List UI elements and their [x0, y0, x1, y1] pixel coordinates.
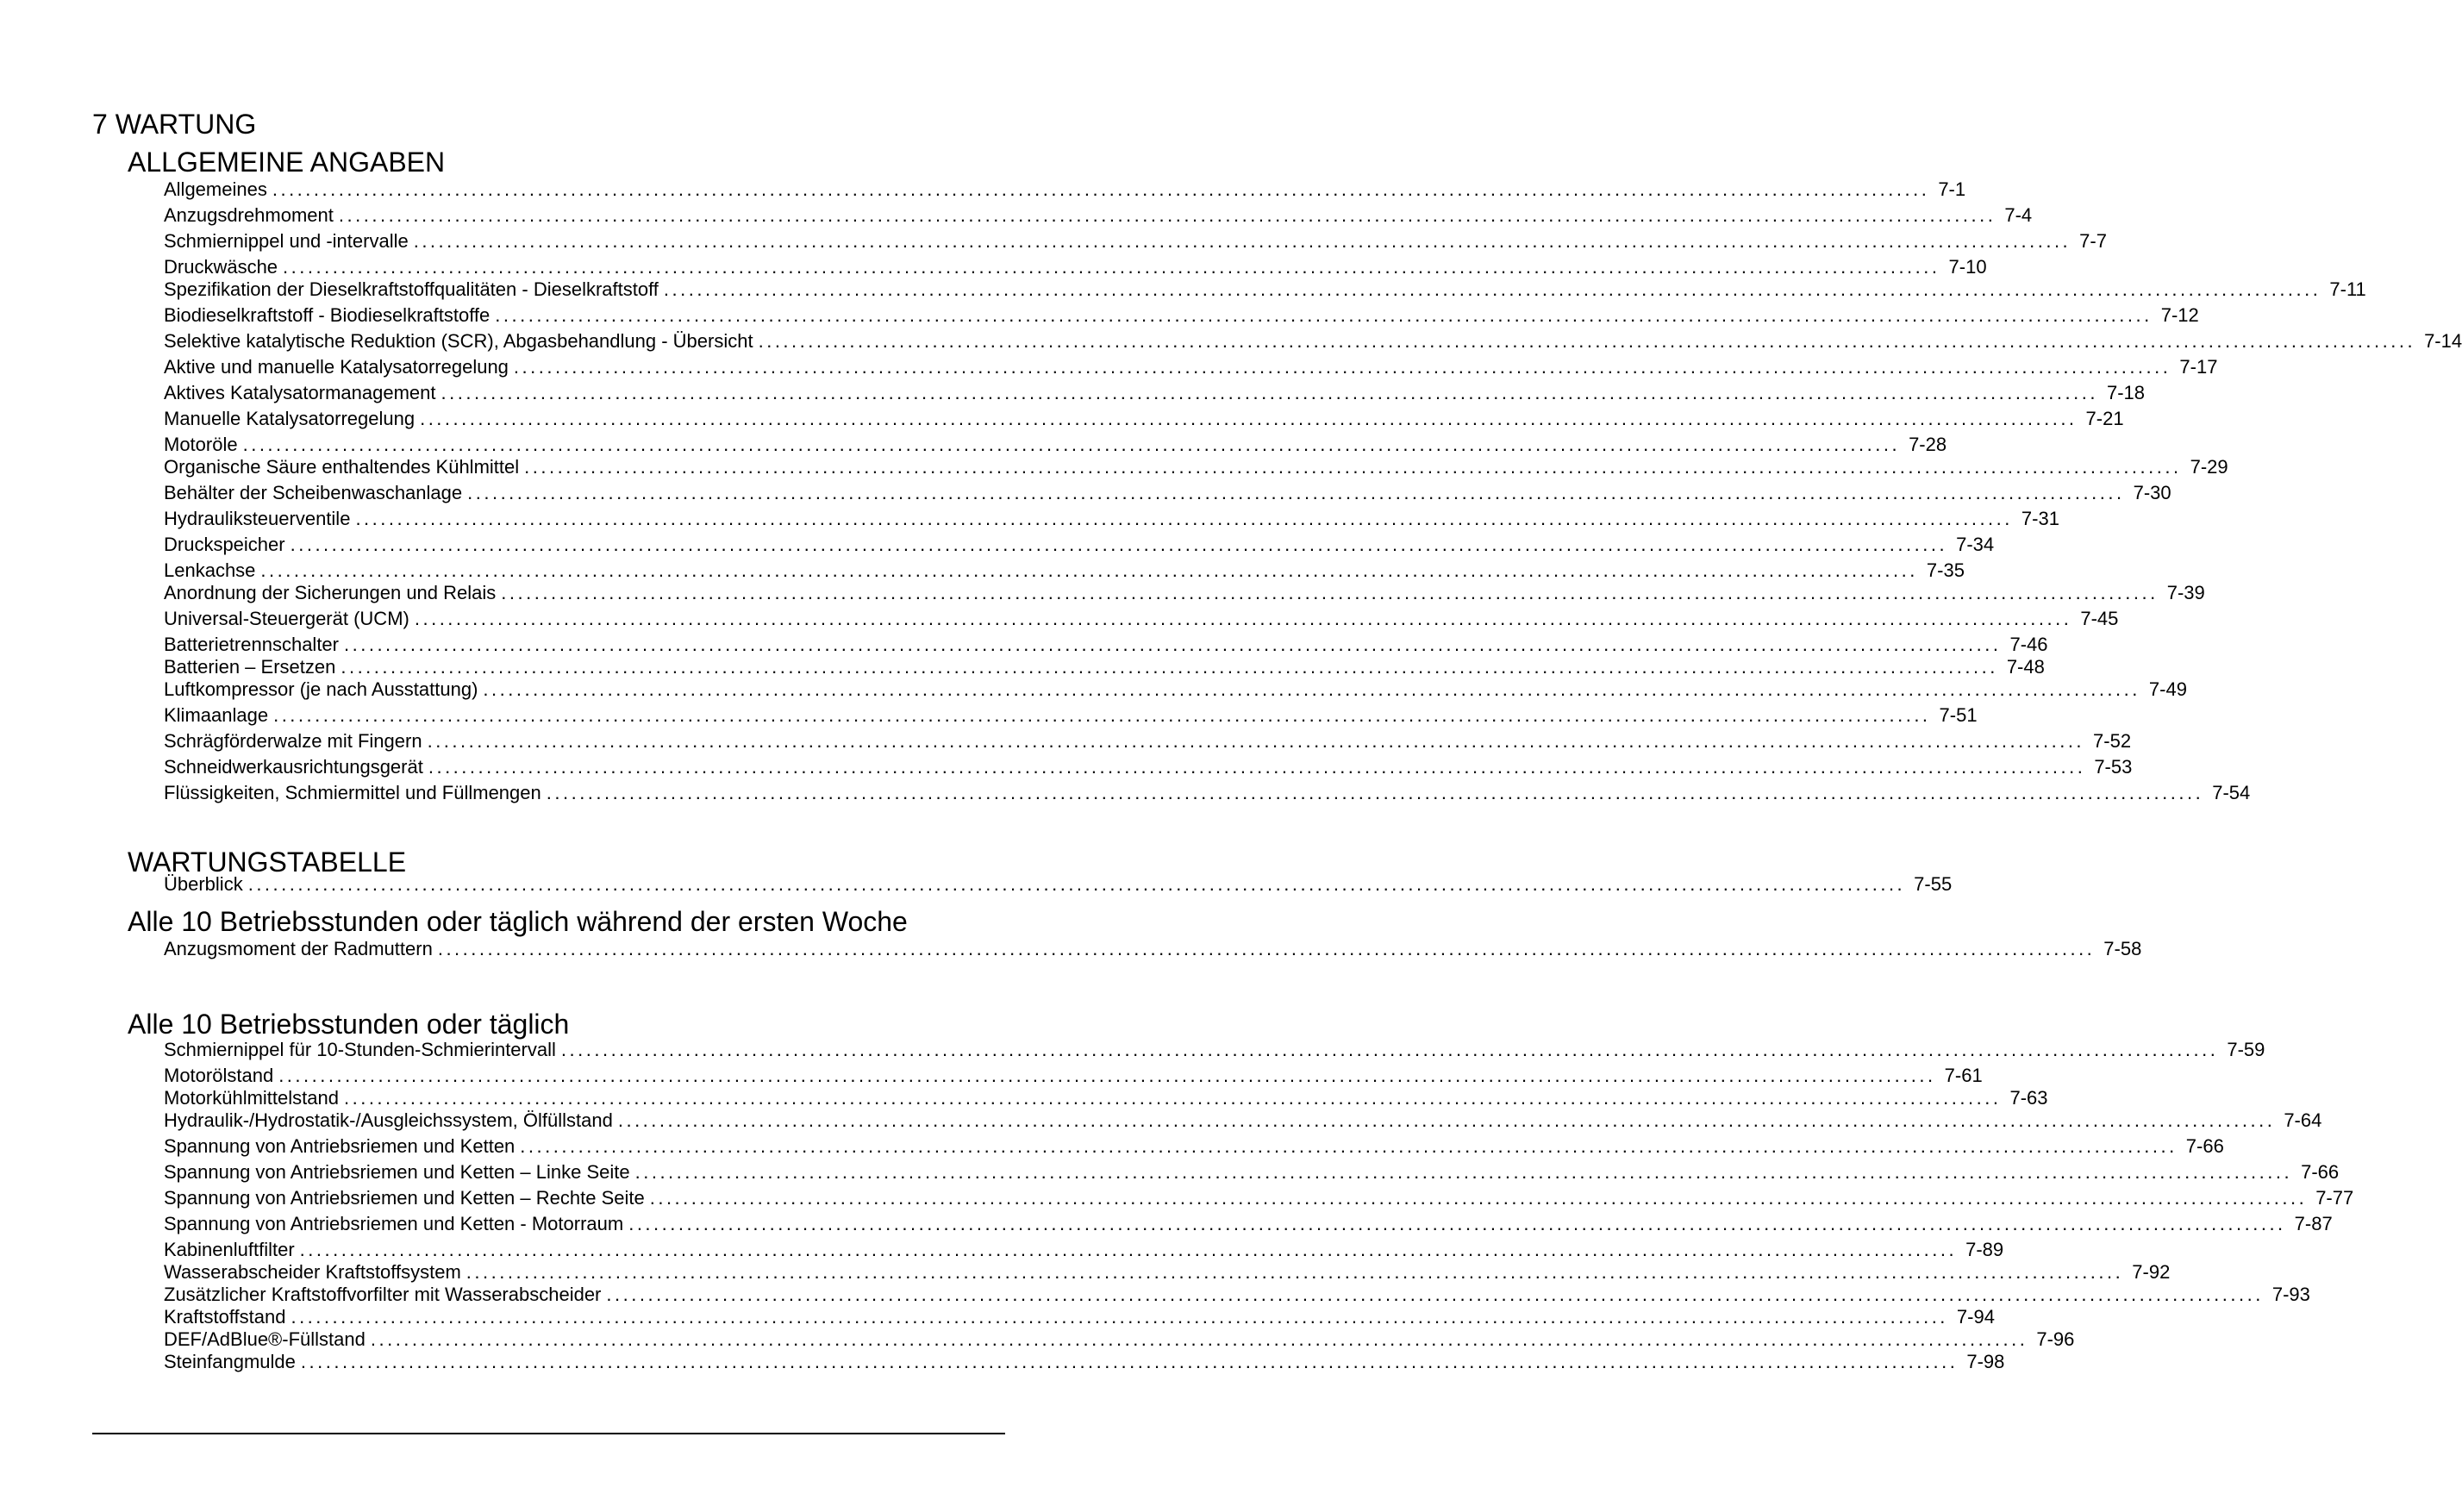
toc-entry[interactable]: [164, 1038, 2265, 1062]
toc-entry[interactable]: [164, 278, 2366, 302]
toc-entry[interactable]: [164, 1212, 2333, 1236]
toc-entry-title: Überblick: [164, 873, 243, 895]
chapter-title: 7 WARTUNG: [92, 109, 257, 140]
toc-entry-page: 7-51: [1939, 704, 1978, 726]
toc-entry-title: Anzugsmoment der Radmuttern: [164, 938, 433, 959]
toc-entry[interactable]: [164, 381, 2146, 405]
toc-entry-title: Behälter der Scheibenwaschanlage: [164, 482, 463, 503]
toc-entry-title: Spannung von Antriebsriemen und Ketten: [164, 1135, 516, 1157]
toc-entry-page: 7-4: [2004, 204, 2033, 226]
toc-entry-title: Steinfangmulde: [164, 1351, 296, 1372]
toc-entry-page: 7-53: [2094, 756, 2133, 778]
dot-leader: ........................................................................................................................................................................................................: [300, 1351, 1959, 1372]
toc-entry-title: Druckspeicher: [164, 534, 285, 555]
section-heading: Alle 10 Betriebsstunden oder täglich während der ersten Woche: [128, 906, 908, 937]
toc-entry-title: Spannung von Antriebsriemen und Ketten – Rechte Seite: [164, 1187, 645, 1209]
toc-entry[interactable]: [164, 703, 1978, 728]
dot-leader: ........................................................................................................................................................................................................: [242, 434, 1901, 455]
dot-leader: ........................................................................................................................................................................................................: [341, 656, 1998, 678]
dot-leader: ........................................................................................................................................................................................................: [272, 178, 1930, 200]
toc-entry-title: Schneidwerkausrichtungsgerät: [164, 756, 423, 778]
dot-leader: ........................................................................................................................................................................................................: [260, 559, 1918, 581]
toc-entry[interactable]: [164, 303, 2199, 328]
toc-entry[interactable]: [164, 1305, 1995, 1329]
toc-entry-page: 7-21: [2085, 408, 2124, 429]
dot-leader: ........................................................................................................................................................................................................: [291, 1306, 1948, 1328]
toc-entry[interactable]: [164, 433, 1947, 457]
dot-leader: ........................................................................................................................................................................................................: [634, 1161, 2293, 1183]
toc-entry-page: 7-89: [1965, 1239, 2004, 1260]
toc-entry-page: 7-48: [2006, 656, 2045, 678]
toc-entry-title: Selektive katalytische Reduktion (SCR), Abgasbehandlung - Übersicht: [164, 330, 753, 352]
dot-leader: ........................................................................................................................................................................................................: [606, 1284, 2264, 1305]
toc-entry-title: Universal-Steuergerät (UCM): [164, 608, 409, 629]
toc-entry[interactable]: [164, 1186, 2354, 1210]
toc-entry-page: 7-87: [2294, 1213, 2333, 1234]
toc-entry[interactable]: [164, 1260, 2171, 1284]
dot-leader: ........................................................................................................................................................................................................: [355, 508, 2013, 529]
toc-entry-title: Flüssigkeiten, Schmiermittel und Füllmengen: [164, 782, 541, 803]
toc-entry[interactable]: [164, 678, 2187, 702]
toc-entry-title: Hydrauliksteuerventile: [164, 508, 351, 529]
toc-entry[interactable]: [164, 1086, 2048, 1110]
toc-entry-title: Schmiernippel und -intervalle: [164, 230, 409, 252]
toc-entry-title: DEF/AdBlue®-Füllstand: [164, 1328, 366, 1350]
toc-entry-page: 7-31: [2021, 508, 2059, 529]
toc-entry-page: 7-29: [2190, 456, 2228, 478]
toc-entry[interactable]: [164, 407, 2124, 431]
dot-leader: ........................................................................................................................................................................................................: [495, 304, 2153, 326]
section-heading: ALLGEMEINE ANGABEN: [128, 147, 446, 178]
toc-entry-title: Spannung von Antriebsriemen und Ketten - Motorraum: [164, 1213, 624, 1234]
toc-entry-page: 7-94: [1956, 1306, 1995, 1328]
dot-leader: ........................................................................................................................................................................................................: [414, 608, 2072, 629]
dot-leader: ........................................................................................................................................................................................................: [483, 678, 2140, 700]
toc-entry-title: Anordnung der Sicherungen und Relais: [164, 582, 497, 603]
toc-entry-title: Motorölstand: [164, 1065, 274, 1086]
dot-leader: ........................................................................................................................................................................................................: [427, 730, 2085, 752]
dot-leader: ........................................................................................................................................................................................................: [299, 1239, 1958, 1260]
toc-entry[interactable]: [164, 872, 1953, 897]
dot-leader: ........................................................................................................................................................................................................: [413, 230, 2071, 252]
toc-entry-title: Organische Säure enthaltendes Kühlmittel: [164, 456, 520, 478]
toc-entry[interactable]: [164, 1238, 2004, 1262]
toc-entry[interactable]: [164, 481, 2171, 505]
toc-entry[interactable]: [164, 507, 2059, 531]
toc-entry-title: Motoröle: [164, 434, 238, 455]
toc-entry[interactable]: [164, 1350, 2005, 1374]
dot-leader: ........................................................................................................................................................................................................: [247, 873, 1906, 895]
dot-leader: ........................................................................................................................................................................................................: [278, 1065, 1936, 1086]
toc-entry[interactable]: [164, 559, 1965, 583]
toc-entry-page: 7-11: [2329, 278, 2366, 300]
dot-leader: ........................................................................................................................................................................................................: [628, 1213, 2286, 1234]
toc-entry-title: Schrägförderwalze mit Fingern: [164, 730, 422, 752]
dot-leader: ........................................................................................................................................................................................................: [437, 938, 2096, 959]
toc-entry[interactable]: [164, 1134, 2224, 1159]
dot-leader: ........................................................................................................................................................................................................: [560, 1039, 2219, 1060]
toc-entry-page: 7-61: [1944, 1065, 1983, 1086]
toc-entry[interactable]: [164, 1064, 1983, 1088]
toc-entry-title: Zusätzlicher Kraftstoffvorfilter mit Wasserabscheider: [164, 1284, 602, 1305]
toc-entry-page: 7-34: [1956, 534, 1995, 555]
dot-leader: ........................................................................................................................................................................................................: [338, 204, 1996, 226]
toc-entry[interactable]: [164, 729, 2132, 753]
toc-entry-page: 7-96: [2036, 1328, 2075, 1350]
dot-leader: ........................................................................................................................................................................................................: [370, 1328, 2028, 1350]
dot-leader: ........................................................................................................................................................................................................: [343, 1087, 2002, 1109]
toc-entry[interactable]: [164, 229, 2107, 253]
dot-leader: ........................................................................................................................................................................................................: [758, 330, 2416, 352]
toc-entry-title: Spannung von Antriebsriemen und Ketten – Linke Seite: [164, 1161, 630, 1183]
toc-entry-title: Biodieselkraftstoff - Biodieselkraftstoffe: [164, 304, 491, 326]
dot-leader: ........................................................................................................................................................................................................: [466, 1261, 2124, 1283]
dot-leader: ........................................................................................................................................................................................................: [283, 256, 1940, 278]
toc-entry-title: Druckwäsche: [164, 256, 278, 278]
dot-leader: ........................................................................................................................................................................................................: [420, 408, 2078, 429]
toc-entry-page: 7-63: [2009, 1087, 2048, 1109]
dot-leader: ........................................................................................................................................................................................................: [344, 634, 2002, 655]
toc-entry-page: 7-17: [2179, 356, 2218, 378]
toc-entry-title: Wasserabscheider Kraftstoffsystem: [164, 1261, 461, 1283]
section-heading: WARTUNGSTABELLE: [128, 847, 407, 878]
dot-leader: ........................................................................................................................................................................................................: [513, 356, 2171, 378]
toc-entry[interactable]: [164, 633, 2048, 657]
toc-entry[interactable]: [164, 355, 2218, 379]
toc-entry-title: Spezifikation der Dieselkraftstoffqualitäten - Dieselkraftstoff: [164, 278, 659, 300]
toc-entry-page: 7-7: [2079, 230, 2107, 252]
toc-entry-title: Schmiernippel für 10-Stunden-Schmierintervall: [164, 1039, 556, 1060]
toc-entry-page: 7-66: [2301, 1161, 2340, 1183]
toc-entry-page: 7-14: [2424, 330, 2462, 352]
toc-entry-page: 7-1: [1938, 178, 1966, 200]
toc-entry-title: Batterien – Ersetzen: [164, 656, 336, 678]
toc-entry[interactable]: [164, 1283, 2310, 1307]
dot-leader: ........................................................................................................................................................................................................: [290, 534, 1948, 555]
dot-leader: ........................................................................................................................................................................................................: [501, 582, 2159, 603]
toc-entry[interactable]: [164, 1160, 2340, 1184]
bottom-divider: [92, 1433, 1005, 1434]
toc-entry-title: Kraftstoffstand: [164, 1306, 286, 1328]
toc-entry-title: Kabinenluftfilter: [164, 1239, 295, 1260]
toc-entry[interactable]: [164, 1109, 2322, 1133]
toc-entry[interactable]: [164, 455, 2228, 479]
toc-entry-page: 7-77: [2315, 1187, 2354, 1209]
toc-entry-title: Aktives Katalysatormanagement: [164, 382, 436, 403]
dot-leader: ........................................................................................................................................................................................................: [649, 1187, 2308, 1209]
toc-entry[interactable]: [164, 255, 1987, 279]
toc-entry[interactable]: [164, 607, 2119, 631]
dot-leader: ........................................................................................................................................................................................................: [273, 704, 1931, 726]
toc-entry[interactable]: [164, 781, 2251, 805]
toc-entry-title: Allgemeines: [164, 178, 267, 200]
toc-entry[interactable]: [164, 178, 1966, 202]
dot-leader: ........................................................................................................................................................................................................: [428, 756, 2086, 778]
dot-leader: ........................................................................................................................................................................................................: [441, 382, 2098, 403]
toc-entry-page: 7-45: [2080, 608, 2119, 629]
toc-entry-page: 7-55: [1914, 873, 1953, 895]
toc-entry-page: 7-58: [2103, 938, 2142, 959]
section-heading: Alle 10 Betriebsstunden oder täglich: [128, 1009, 570, 1040]
toc-entry-page: 7-18: [2106, 382, 2146, 403]
toc-entry-title: Aktive und manuelle Katalysatorregelung: [164, 356, 509, 378]
toc-entry-title: Hydraulik-/Hydrostatik-/Ausgleichssystem, Ölfüllstand: [164, 1109, 613, 1131]
toc-entry-page: 7-93: [2271, 1284, 2310, 1305]
toc-entry[interactable]: [164, 533, 1995, 557]
toc-entry[interactable]: [164, 1328, 2075, 1352]
dot-leader: ........................................................................................................................................................................................................: [524, 456, 2182, 478]
toc-entry-title: Anzugsdrehmoment: [164, 204, 334, 226]
toc-entry-page: 7-59: [2227, 1039, 2265, 1060]
toc-entry-page: 7-28: [1909, 434, 1947, 455]
toc-entry[interactable]: [164, 655, 2045, 679]
toc-entry-page: 7-66: [2185, 1135, 2224, 1157]
toc-entry-title: Batterietrennschalter: [164, 634, 339, 655]
dot-leader: ........................................................................................................................................................................................................: [617, 1109, 2276, 1131]
toc-entry[interactable]: [164, 329, 2462, 353]
toc-entry-page: 7-54: [2212, 782, 2251, 803]
toc-entry[interactable]: [164, 937, 2142, 961]
toc-entry-page: 7-30: [2133, 482, 2171, 503]
toc-entry-title: Klimaanlage: [164, 704, 269, 726]
toc-entry-page: 7-64: [2284, 1109, 2322, 1131]
toc-entry-page: 7-46: [2009, 634, 2048, 655]
toc-entry[interactable]: [164, 581, 2205, 605]
toc-entry-page: 7-92: [2132, 1261, 2171, 1283]
toc-entry-title: Manuelle Katalysatorregelung: [164, 408, 416, 429]
toc-entry-page: 7-10: [1948, 256, 1987, 278]
toc-entry[interactable]: [164, 755, 2133, 779]
dot-leader: ........................................................................................................................................................................................................: [467, 482, 2125, 503]
toc-entry-page: 7-98: [1966, 1351, 2005, 1372]
dot-leader: ........................................................................................................................................................................................................: [546, 782, 2204, 803]
toc-entry-page: 7-12: [2160, 304, 2199, 326]
toc-entry-page: 7-39: [2166, 582, 2205, 603]
toc-entry-title: Motorkühlmittelstand: [164, 1087, 339, 1109]
toc-entry-page: 7-52: [2093, 730, 2132, 752]
dot-leader: ........................................................................................................................................................................................................: [520, 1135, 2178, 1157]
toc-entry-title: Luftkompressor (je nach Ausstattung): [164, 678, 478, 700]
dot-leader: ........................................................................................................................................................................................................: [663, 278, 2321, 300]
toc-entry-title: Lenkachse: [164, 559, 256, 581]
toc-entry[interactable]: [164, 203, 2033, 228]
toc-entry-page: 7-49: [2148, 678, 2187, 700]
toc-entry-page: 7-35: [1926, 559, 1965, 581]
